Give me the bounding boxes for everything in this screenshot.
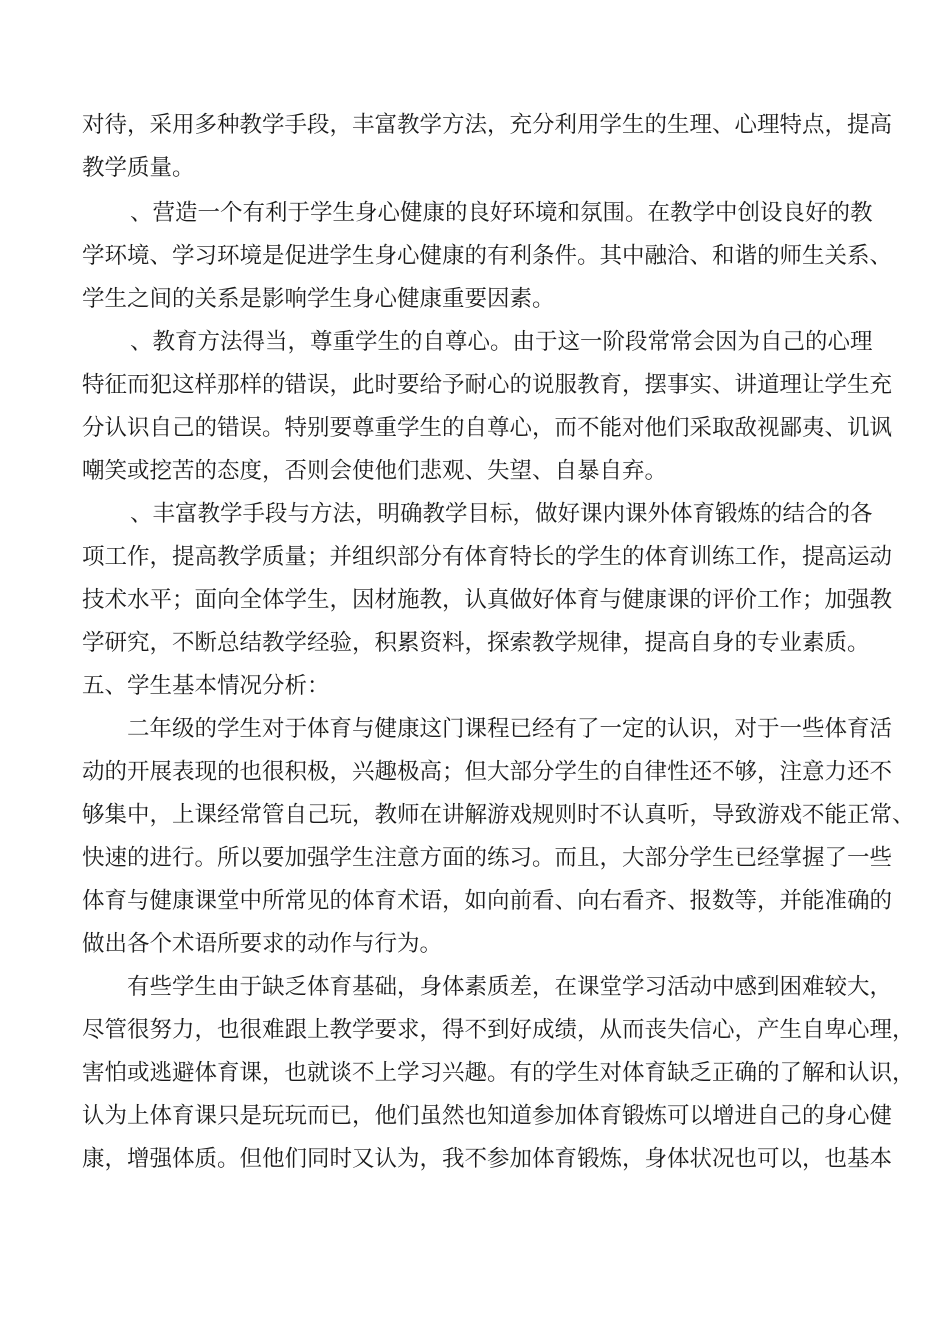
text-line: 学研究，不断总结教学经验，积累资料，探索教学规律，提高自身的专业素质。 — [82, 630, 870, 656]
text-line: 、丰富教学手段与方法，明确教学目标，做好课内课外体育锻炼的结合的各 — [130, 501, 873, 527]
text-line: 教学质量。 — [82, 155, 195, 181]
text-line: 、营造一个有利于学生身心健康的良好环境和氛围。在教学中创设良好的教 — [130, 200, 873, 226]
text-line: 、教育方法得当，尊重学生的自尊心。由于这一阶段常常会因为自己的心理 — [130, 329, 873, 355]
text-line: 对待，采用多种教学手段，丰富教学方法，充分利用学生的生理、心理特点，提高 — [82, 112, 893, 138]
text-line: 有些学生由于缺乏体育基础，身体素质差，在课堂学习活动中感到困难较大， — [127, 974, 893, 1000]
text-line: 快速的进行。所以要加强学生注意方面的练习。而且，大部分学生已经掌握了一些 — [82, 845, 893, 871]
text-line: 分认识自己的错误。特别要尊重学生的自尊心，而不能对他们采取敌视鄙夷、讥讽 — [82, 415, 893, 441]
text-line: 认为上体育课只是玩玩而已，他们虽然也知道参加体育锻炼可以增进自己的身心健 — [82, 1103, 893, 1129]
text-line: 学生之间的关系是影响学生身心健康重要因素。 — [82, 286, 555, 312]
text-line: 体育与健康课堂中所常见的体育术语，如向前看、向右看齐、报数等，并能准确的 — [82, 888, 893, 914]
text-line: 够集中，上课经常管自己玩，教师在讲解游戏规则时不认真听，导致游戏不能正常、 — [82, 802, 915, 828]
text-line: 嘲笑或挖苦的态度，否则会使他们悲观、失望、自暴自弃。 — [82, 458, 668, 484]
text-line: 害怕或逃避体育课，也就谈不上学习兴趣。有的学生对体育缺乏正确的了解和认识， — [82, 1060, 915, 1086]
text-line: 项工作，提高教学质量；并组织部分有体育特长的学生的体育训练工作，提高运动 — [82, 544, 893, 570]
text-line: 学环境、学习环境是促进学生身心健康的有利条件。其中融洽、和谐的师生关系、 — [82, 243, 893, 269]
text-line: 康，增强体质。但他们同时又认为，我不参加体育锻炼，身体状况也可以，也基本 — [82, 1146, 893, 1172]
section-heading: 五、学生基本情况分析： — [82, 673, 330, 699]
text-line: 动的开展表现的也很积极，兴趣极高；但大部分学生的自律性还不够，注意力还不 — [82, 759, 893, 785]
text-line: 做出各个术语所要求的动作与行为。 — [82, 931, 443, 957]
text-line: 特征而犯这样那样的错误，此时要给予耐心的说服教育，摆事实、讲道理让学生充 — [82, 372, 893, 398]
text-line: 尽管很努力，也很难跟上教学要求，得不到好成绩，从而丧失信心，产生自卑心理， — [82, 1017, 915, 1043]
text-line: 技术水平；面向全体学生，因材施教，认真做好体育与健康课的评价工作；加强教 — [82, 587, 893, 613]
text-line: 二年级的学生对于体育与健康这门课程已经有了一定的认识，对于一些体育活 — [127, 716, 893, 742]
